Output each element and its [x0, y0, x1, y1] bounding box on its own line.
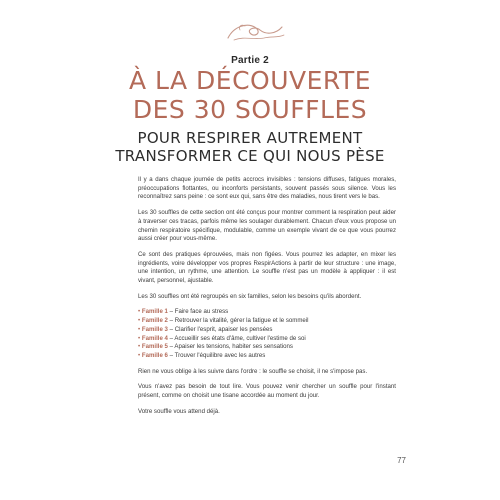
chapter-title-line-2: DES 30 SOUFFLES [132, 95, 368, 124]
chapter-title [0, 66, 500, 124]
body-text [138, 176, 396, 423]
bullet-icon: • [138, 325, 141, 333]
family-separator: – [167, 317, 175, 325]
bullet-icon: • [138, 308, 141, 316]
family-item [138, 308, 396, 317]
family-description: Retrouver la vitalité, gérer la fatigue et le sommeil [174, 317, 309, 325]
family-separator: – [167, 325, 175, 333]
chapter-title-line-1: À LA DÉCOUVERTE [128, 66, 372, 95]
page-number: 77 [397, 456, 406, 465]
family-item [138, 352, 396, 361]
family-description: Accueillir ses états d'âme, cultiver l'estime de soi [174, 334, 306, 342]
chapter-subtitle-line-1: POUR RESPIRER AUTREMENT [137, 129, 363, 147]
family-description: Trouver l'équilibre avec les autres [174, 351, 266, 359]
family-separator: – [167, 351, 175, 359]
chapter-subtitle [0, 129, 500, 165]
closing-paragraph: Rien ne vous oblige à les suivre dans l'ordre : le souffle se choisit, il ne s'impose pas. [138, 367, 368, 375]
family-separator: – [167, 334, 175, 342]
bullet-icon: • [138, 343, 141, 351]
family-description: Faire face au stress [174, 308, 229, 316]
part-label: Partie 2 [231, 55, 269, 66]
closing-paragraph: Vous n'avez pas besoin de tout lire. Vous pouvez venir chercher un souffle pour l'instant présent, comme on choisit une tisane accordée au moment du jour. [138, 383, 396, 400]
intro-paragraph: Les 30 souffles de cette section ont été conçus pour montrer comment la respiration peut aider à traverser ces tracas, parfois même les soulager durablement. Chacun d'eux vous propose un chemin respiratoire spécifique, modulable, comme un exemple vivant de ce que vous pourrez aussi créer pour vous-même. [138, 209, 396, 243]
family-name: Famille 5 [141, 343, 168, 351]
chapter-subtitle-line-2: TRANSFORMER CE QUI NOUS PÈSE [115, 147, 385, 165]
family-name: Famille 4 [141, 334, 168, 342]
family-name: Famille 2 [141, 317, 168, 325]
flourish-ornament-icon [220, 18, 290, 44]
family-item [138, 326, 396, 335]
intro-paragraph: Ce sont des pratiques éprouvées, mais non figées. Vous pourrez les adapter, en mixer les ingrédients, voire développer vos propres RespirActions à partir de leur structure : une image, une intention, un rythme, une attention. Le souffle n'est pas un modèle à appliquer : il est vivant, personnel, ajustable. [138, 250, 396, 285]
closing-paragraph: Votre souffle vous attend déjà. [138, 407, 220, 415]
intro-paragraph: Les 30 souffles ont été regroupés en six familles, selon les besoins qu'ils abordent. [138, 292, 362, 300]
bullet-icon: • [138, 334, 141, 342]
family-description: Apaiser les tensions, habiter ses sensations [174, 343, 293, 351]
family-separator: – [167, 343, 175, 351]
family-item [138, 343, 396, 352]
family-name: Famille 6 [141, 351, 168, 359]
family-name: Famille 1 [141, 308, 168, 316]
family-item [138, 317, 396, 326]
intro-paragraph: Il y a dans chaque journée de petits accrocs invisibles : tensions diffuses, fatigues morales, préoccupations flottantes, ou inconforts persistants, souvent passés sous silence. Vous les reconnaîtrez sans peine : ce sont eux qui, sans être des maladies, nous tirent vers le bas. [138, 176, 396, 201]
family-name: Famille 3 [141, 325, 168, 333]
family-description: Clarifier l'esprit, apaiser les pensées [174, 325, 273, 333]
family-list [138, 308, 396, 360]
family-separator: – [167, 308, 175, 316]
bullet-icon: • [138, 317, 141, 325]
bullet-icon: • [138, 351, 141, 359]
family-item [138, 335, 396, 344]
